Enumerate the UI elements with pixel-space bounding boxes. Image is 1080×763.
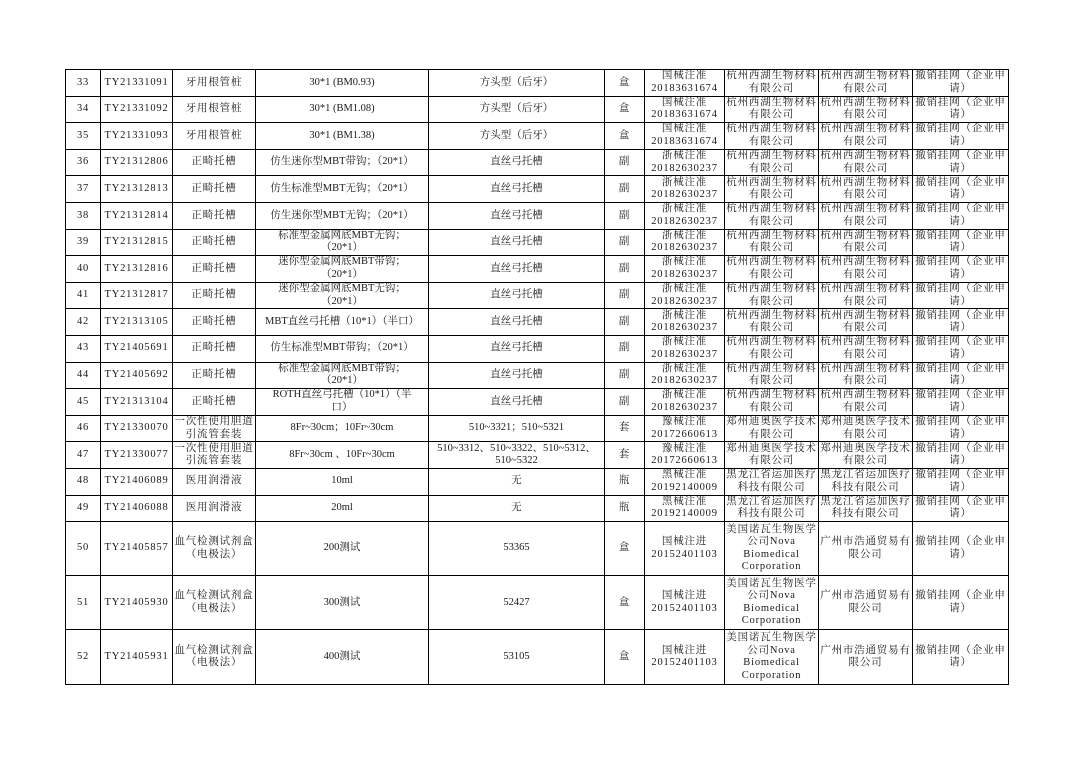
table-row xyxy=(66,202,1009,229)
cell-code: TY21312817 xyxy=(101,282,173,309)
cell-product-name: 正畸托槽 xyxy=(173,202,256,229)
cell-code: TY21405691 xyxy=(101,335,173,362)
cell-model: 510~3312、510~3322、510~5312、 510~5322 xyxy=(429,442,605,469)
table-row xyxy=(66,176,1009,203)
cell-code: TY21312814 xyxy=(101,202,173,229)
cell-product-name: 血气检测试剂盒 （电极法） xyxy=(173,576,256,630)
cell-status: 撤销挂网（企业申 请） xyxy=(913,229,1009,256)
cell-company: 杭州西湖生物材料 有限公司 xyxy=(819,70,913,97)
cell-code: TY21313104 xyxy=(101,389,173,416)
cell-company: 广州市浩通贸易有 限公司 xyxy=(819,522,913,576)
cell-unit: 盒 xyxy=(605,630,645,684)
cell-no: 43 xyxy=(66,335,101,362)
cell-model: 直丝弓托槽 xyxy=(429,282,605,309)
table-row xyxy=(66,522,1009,576)
cell-registration-no: 浙械注准 20182630237 xyxy=(645,149,725,176)
cell-product-name: 正畸托槽 xyxy=(173,309,256,336)
cell-code: TY21330070 xyxy=(101,415,173,442)
cell-code: TY21331093 xyxy=(101,123,173,150)
cell-registration-no: 浙械注准 20182630237 xyxy=(645,309,725,336)
cell-spec: MBT直丝弓托槽（10*1）（半口） xyxy=(256,309,429,336)
cell-status: 撤销挂网（企业申 请） xyxy=(913,202,1009,229)
cell-spec: 迷你型金属网底MBT无钩； （20*1） xyxy=(256,282,429,309)
cell-registration-no: 浙械注准 20182630237 xyxy=(645,282,725,309)
cell-company: 杭州西湖生物材料 有限公司 xyxy=(819,123,913,150)
cell-model: 直丝弓托槽 xyxy=(429,202,605,229)
cell-status: 撤销挂网（企业申 请） xyxy=(913,176,1009,203)
cell-no: 40 xyxy=(66,256,101,283)
cell-no: 37 xyxy=(66,176,101,203)
cell-company: 黑龙江省运加医疗 科技有限公司 xyxy=(819,468,913,495)
cell-registration-no: 豫械注准 20172660613 xyxy=(645,415,725,442)
table-body xyxy=(66,70,1009,685)
cell-manufacturer: 杭州西湖生物材料 有限公司 xyxy=(725,70,819,97)
cell-spec: 仿生标准型MBT带钩；（20*1） xyxy=(256,335,429,362)
cell-no: 38 xyxy=(66,202,101,229)
cell-manufacturer: 杭州西湖生物材料 有限公司 xyxy=(725,123,819,150)
cell-no: 39 xyxy=(66,229,101,256)
cell-model: 无 xyxy=(429,468,605,495)
cell-code: TY21405930 xyxy=(101,576,173,630)
cell-status: 撤销挂网（企业申 请） xyxy=(913,123,1009,150)
cell-company: 杭州西湖生物材料 有限公司 xyxy=(819,229,913,256)
cell-company: 杭州西湖生物材料 有限公司 xyxy=(819,256,913,283)
cell-registration-no: 国械注进 20152401103 xyxy=(645,576,725,630)
table-row xyxy=(66,282,1009,309)
table-row xyxy=(66,442,1009,469)
cell-manufacturer: 黑龙江省运加医疗 科技有限公司 xyxy=(725,468,819,495)
cell-status: 撤销挂网（企业申 请） xyxy=(913,70,1009,97)
cell-product-name: 牙用根管桩 xyxy=(173,70,256,97)
cell-model: 510~3321；510~5321 xyxy=(429,415,605,442)
table-row xyxy=(66,495,1009,522)
cell-registration-no: 浙械注准 20182630237 xyxy=(645,362,725,389)
cell-spec: 标准型金属网底MBT带钩； （20*1） xyxy=(256,362,429,389)
cell-company: 杭州西湖生物材料 有限公司 xyxy=(819,362,913,389)
cell-spec: 300测试 xyxy=(256,576,429,630)
cell-code: TY21313105 xyxy=(101,309,173,336)
cell-code: TY21405857 xyxy=(101,522,173,576)
cell-company: 杭州西湖生物材料 有限公司 xyxy=(819,176,913,203)
cell-company: 郑州迪奥医学技术 有限公司 xyxy=(819,415,913,442)
cell-manufacturer: 杭州西湖生物材料 有限公司 xyxy=(725,256,819,283)
cell-registration-no: 浙械注准 20182630237 xyxy=(645,256,725,283)
cell-unit: 副 xyxy=(605,309,645,336)
cell-registration-no: 黑械注准 20192140009 xyxy=(645,468,725,495)
cell-product-name: 正畸托槽 xyxy=(173,229,256,256)
cell-code: TY21331091 xyxy=(101,70,173,97)
cell-model: 52427 xyxy=(429,576,605,630)
cell-manufacturer: 杭州西湖生物材料 有限公司 xyxy=(725,335,819,362)
cell-manufacturer: 杭州西湖生物材料 有限公司 xyxy=(725,202,819,229)
cell-spec: 30*1 (BM1.38) xyxy=(256,123,429,150)
cell-status: 撤销挂网（企业申 请） xyxy=(913,630,1009,684)
cell-no: 48 xyxy=(66,468,101,495)
cell-manufacturer: 杭州西湖生物材料 有限公司 xyxy=(725,282,819,309)
table-row xyxy=(66,415,1009,442)
cell-unit: 副 xyxy=(605,149,645,176)
cell-no: 42 xyxy=(66,309,101,336)
cell-model: 直丝弓托槽 xyxy=(429,335,605,362)
cell-manufacturer: 杭州西湖生物材料 有限公司 xyxy=(725,362,819,389)
cell-code: TY21405931 xyxy=(101,630,173,684)
cell-product-name: 牙用根管桩 xyxy=(173,96,256,123)
cell-spec: 迷你型金属网底MBT带钩； （20*1） xyxy=(256,256,429,283)
cell-code: TY21331092 xyxy=(101,96,173,123)
cell-registration-no: 国械注进 20152401103 xyxy=(645,630,725,684)
cell-status: 撤销挂网（企业申 请） xyxy=(913,415,1009,442)
cell-registration-no: 浙械注准 20182630237 xyxy=(645,335,725,362)
cell-model: 53365 xyxy=(429,522,605,576)
cell-manufacturer: 杭州西湖生物材料 有限公司 xyxy=(725,176,819,203)
cell-code: TY21330077 xyxy=(101,442,173,469)
product-table xyxy=(65,69,1009,685)
cell-registration-no: 浙械注准 20182630237 xyxy=(645,229,725,256)
cell-product-name: 正畸托槽 xyxy=(173,176,256,203)
cell-status: 撤销挂网（企业申 请） xyxy=(913,256,1009,283)
cell-unit: 瓶 xyxy=(605,495,645,522)
cell-product-name: 一次性使用胆道 引流管套装 xyxy=(173,415,256,442)
cell-company: 杭州西湖生物材料 有限公司 xyxy=(819,202,913,229)
table-row xyxy=(66,123,1009,150)
cell-product-name: 正畸托槽 xyxy=(173,282,256,309)
cell-status: 撤销挂网（企业申 请） xyxy=(913,282,1009,309)
cell-no: 41 xyxy=(66,282,101,309)
cell-unit: 副 xyxy=(605,282,645,309)
cell-spec: 400测试 xyxy=(256,630,429,684)
cell-manufacturer: 杭州西湖生物材料 有限公司 xyxy=(725,389,819,416)
cell-model: 直丝弓托槽 xyxy=(429,229,605,256)
cell-no: 52 xyxy=(66,630,101,684)
cell-status: 撤销挂网（企业申 请） xyxy=(913,576,1009,630)
cell-manufacturer: 杭州西湖生物材料 有限公司 xyxy=(725,96,819,123)
cell-manufacturer: 杭州西湖生物材料 有限公司 xyxy=(725,149,819,176)
cell-registration-no: 豫械注准 20172660613 xyxy=(645,442,725,469)
table-row xyxy=(66,389,1009,416)
cell-code: TY21312815 xyxy=(101,229,173,256)
cell-no: 35 xyxy=(66,123,101,150)
cell-model: 直丝弓托槽 xyxy=(429,389,605,416)
cell-status: 撤销挂网（企业申 请） xyxy=(913,309,1009,336)
cell-registration-no: 国械注准 20183631674 xyxy=(645,70,725,97)
cell-unit: 副 xyxy=(605,362,645,389)
cell-unit: 副 xyxy=(605,256,645,283)
cell-spec: 10ml xyxy=(256,468,429,495)
cell-manufacturer: 杭州西湖生物材料 有限公司 xyxy=(725,229,819,256)
cell-model: 方头型（后牙） xyxy=(429,96,605,123)
cell-status: 撤销挂网（企业申 请） xyxy=(913,522,1009,576)
table-row xyxy=(66,256,1009,283)
cell-registration-no: 浙械注准 20182630237 xyxy=(645,389,725,416)
cell-unit: 瓶 xyxy=(605,468,645,495)
cell-status: 撤销挂网（企业申 请） xyxy=(913,149,1009,176)
cell-company: 杭州西湖生物材料 有限公司 xyxy=(819,335,913,362)
cell-product-name: 血气检测试剂盒 （电极法） xyxy=(173,522,256,576)
cell-product-name: 一次性使用胆道 引流管套装 xyxy=(173,442,256,469)
cell-registration-no: 黑械注准 20192140009 xyxy=(645,495,725,522)
cell-code: TY21312816 xyxy=(101,256,173,283)
cell-unit: 副 xyxy=(605,229,645,256)
cell-spec: 20ml xyxy=(256,495,429,522)
table-row xyxy=(66,70,1009,97)
cell-unit: 套 xyxy=(605,415,645,442)
cell-spec: 30*1 (BM1.08) xyxy=(256,96,429,123)
cell-manufacturer: 郑州迪奥医学技术 有限公司 xyxy=(725,415,819,442)
table-row xyxy=(66,309,1009,336)
cell-unit: 盒 xyxy=(605,576,645,630)
cell-product-name: 血气检测试剂盒 （电极法） xyxy=(173,630,256,684)
cell-company: 杭州西湖生物材料 有限公司 xyxy=(819,282,913,309)
cell-registration-no: 国械注准 20183631674 xyxy=(645,96,725,123)
cell-spec: 仿生迷你型MBT无钩；（20*1） xyxy=(256,202,429,229)
cell-product-name: 正畸托槽 xyxy=(173,389,256,416)
cell-code: TY21312813 xyxy=(101,176,173,203)
cell-manufacturer: 郑州迪奥医学技术 有限公司 xyxy=(725,442,819,469)
cell-spec: 标准型金属网底MBT无钩； （20*1） xyxy=(256,229,429,256)
cell-spec: ROTH直丝弓托槽（10*1）（半 口） xyxy=(256,389,429,416)
cell-spec: 仿生标准型MBT无钩；（20*1） xyxy=(256,176,429,203)
cell-no: 49 xyxy=(66,495,101,522)
cell-product-name: 医用润滑液 xyxy=(173,468,256,495)
cell-unit: 副 xyxy=(605,335,645,362)
cell-no: 44 xyxy=(66,362,101,389)
table-row xyxy=(66,362,1009,389)
cell-manufacturer: 黑龙江省运加医疗 科技有限公司 xyxy=(725,495,819,522)
cell-model: 直丝弓托槽 xyxy=(429,176,605,203)
cell-no: 51 xyxy=(66,576,101,630)
cell-spec: 仿生迷你型MBT带钩；（20*1） xyxy=(256,149,429,176)
cell-model: 直丝弓托槽 xyxy=(429,309,605,336)
table-row xyxy=(66,96,1009,123)
cell-model: 直丝弓托槽 xyxy=(429,149,605,176)
cell-no: 46 xyxy=(66,415,101,442)
cell-manufacturer: 美国诺瓦生物医学 公司Nova Biomedical Corporation xyxy=(725,522,819,576)
cell-unit: 副 xyxy=(605,176,645,203)
cell-status: 撤销挂网（企业申 请） xyxy=(913,389,1009,416)
cell-unit: 盒 xyxy=(605,70,645,97)
cell-model: 直丝弓托槽 xyxy=(429,362,605,389)
cell-model: 方头型（后牙） xyxy=(429,123,605,150)
cell-product-name: 正畸托槽 xyxy=(173,256,256,283)
cell-unit: 套 xyxy=(605,442,645,469)
cell-company: 广州市浩通贸易有 限公司 xyxy=(819,576,913,630)
cell-unit: 副 xyxy=(605,202,645,229)
cell-no: 50 xyxy=(66,522,101,576)
cell-code: TY21405692 xyxy=(101,362,173,389)
cell-product-name: 正畸托槽 xyxy=(173,335,256,362)
cell-model: 方头型（后牙） xyxy=(429,70,605,97)
cell-company: 郑州迪奥医学技术 有限公司 xyxy=(819,442,913,469)
table-row xyxy=(66,335,1009,362)
cell-unit: 盒 xyxy=(605,123,645,150)
cell-no: 45 xyxy=(66,389,101,416)
cell-model: 无 xyxy=(429,495,605,522)
table-row xyxy=(66,229,1009,256)
cell-no: 36 xyxy=(66,149,101,176)
cell-status: 撤销挂网（企业申 请） xyxy=(913,495,1009,522)
cell-no: 33 xyxy=(66,70,101,97)
cell-registration-no: 浙械注准 20182630237 xyxy=(645,176,725,203)
table-row xyxy=(66,468,1009,495)
cell-no: 34 xyxy=(66,96,101,123)
cell-spec: 30*1 (BM0.93) xyxy=(256,70,429,97)
cell-manufacturer: 美国诺瓦生物医学 公司Nova Biomedical Corporation xyxy=(725,576,819,630)
cell-status: 撤销挂网（企业申 请） xyxy=(913,96,1009,123)
table-row xyxy=(66,576,1009,630)
table-row xyxy=(66,149,1009,176)
cell-company: 黑龙江省运加医疗 科技有限公司 xyxy=(819,495,913,522)
cell-unit: 盒 xyxy=(605,96,645,123)
cell-model: 直丝弓托槽 xyxy=(429,256,605,283)
cell-code: TY21406089 xyxy=(101,468,173,495)
cell-spec: 200测试 xyxy=(256,522,429,576)
cell-company: 杭州西湖生物材料 有限公司 xyxy=(819,389,913,416)
cell-unit: 盒 xyxy=(605,522,645,576)
cell-product-name: 正畸托槽 xyxy=(173,149,256,176)
cell-no: 47 xyxy=(66,442,101,469)
cell-code: TY21406088 xyxy=(101,495,173,522)
cell-status: 撤销挂网（企业申 请） xyxy=(913,335,1009,362)
cell-product-name: 牙用根管桩 xyxy=(173,123,256,150)
cell-status: 撤销挂网（企业申 请） xyxy=(913,468,1009,495)
cell-status: 撤销挂网（企业申 请） xyxy=(913,442,1009,469)
cell-registration-no: 国械注进 20152401103 xyxy=(645,522,725,576)
cell-registration-no: 浙械注准 20182630237 xyxy=(645,202,725,229)
cell-model: 53105 xyxy=(429,630,605,684)
cell-manufacturer: 杭州西湖生物材料 有限公司 xyxy=(725,309,819,336)
cell-company: 杭州西湖生物材料 有限公司 xyxy=(819,96,913,123)
cell-status: 撤销挂网（企业申 请） xyxy=(913,362,1009,389)
cell-code: TY21312806 xyxy=(101,149,173,176)
cell-manufacturer: 美国诺瓦生物医学 公司Nova Biomedical Corporation xyxy=(725,630,819,684)
cell-unit: 副 xyxy=(605,389,645,416)
cell-product-name: 正畸托槽 xyxy=(173,362,256,389)
cell-registration-no: 国械注准 20183631674 xyxy=(645,123,725,150)
cell-company: 杭州西湖生物材料 有限公司 xyxy=(819,149,913,176)
table-row xyxy=(66,630,1009,684)
cell-spec: 8Fr~30cm 、10Fr~30cm xyxy=(256,442,429,469)
cell-company: 广州市浩通贸易有 限公司 xyxy=(819,630,913,684)
cell-product-name: 医用润滑液 xyxy=(173,495,256,522)
cell-spec: 8Fr~30cm；10Fr~30cm xyxy=(256,415,429,442)
cell-company: 杭州西湖生物材料 有限公司 xyxy=(819,309,913,336)
